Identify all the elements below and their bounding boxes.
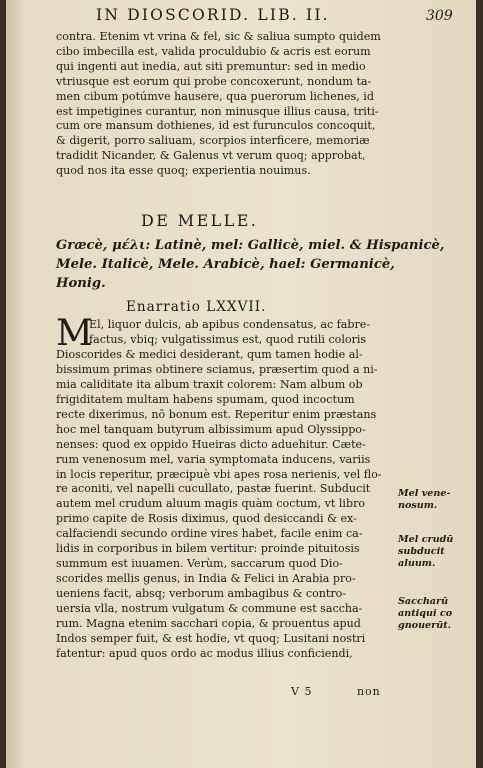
text-line: scorides mellis genus, in India & Felici in Arabia pro- (56, 572, 356, 586)
top-paragraph (56, 30, 396, 179)
margin-note-mel-crudum: Mel crudū subducit aluum. (398, 534, 454, 569)
text-line: contra. Etenim vt vrina & fel, sic & saliua sumpto quidem (56, 30, 381, 43)
names-line: Honig. (56, 276, 106, 291)
text-line: recte dixerimus, nō bonum est. Reperitur enim præstans (56, 407, 377, 421)
text-line: cibo imbecilla est, valida proculdubio & acris est eorum (56, 44, 371, 58)
text-line: bissimum primas obtinere sciamus, præsertim quod a ni- (56, 362, 378, 376)
text-line: factus, vbiq; vulgatissimus est, quod rutili coloris (89, 332, 367, 346)
text-line: re aconiti, vel napelli cucullato, pastæ fuerint. Subducit (56, 482, 371, 496)
signature-mark: V 5 (291, 685, 313, 698)
margin-note-mel-venenosum: Mel vene- nosum. (398, 488, 451, 511)
text-line: calfaciendi secundo ordine vires habet, facile enim ca- (56, 527, 363, 541)
text-line: lidis in corporibus in bilem vertitur: proinde pituitosis (56, 542, 360, 556)
text-line: hoc mel tanquam butyrum albissimum apud Olyssippo- (56, 422, 366, 436)
text-line: Dioscorides & medici desiderant, qum tamen hodie al- (56, 347, 363, 361)
text-line: nenses: quod ex oppido Hueiras dicto aduehitur. Cæte- (56, 437, 366, 451)
text-line: tradidit Nicander, & Galenus vt verum quoq; approbat, (56, 149, 366, 163)
text-line: fatentur: apud quos ordo ac modus illius conficiendi, (56, 646, 353, 660)
text-line: Indos semper fuit, & est hodie, vt quoq; Lusitani nostri (56, 632, 366, 646)
text-line: qui ingenti aut inedia, aut siti premuntur: sed in medio (56, 59, 366, 73)
text-line: rum. Magna etenim sacchari copia, & prouentus apud (56, 617, 361, 631)
text-line: El, liquor dulcis, ab apibus condensatus, ac fabre- (89, 318, 371, 331)
text-line: quod nos ita esse quoq; experientia nouimus. (56, 164, 311, 178)
main-paragraph (56, 313, 401, 662)
names-block (56, 236, 445, 293)
text-line: in locis reperitur, præcipuè vbi apes rosa nerienis, vel flo- (56, 467, 382, 481)
book-page (6, 0, 476, 768)
margin-note-saccharum: Saccharū antiqui co gnouerūt. (398, 596, 453, 631)
text-line: frigiditatem multam habens spumam, quod incoctum (56, 392, 355, 406)
text-line: vtriusque est eorum qui probe concoxerunt, nondum ta- (56, 74, 372, 88)
text-line: mia caliditate ita album traxit colorem: Nam album ob (56, 377, 363, 391)
text-line: ueniens facit, absq; verborum ambagibus & contro- (56, 587, 347, 601)
text-line: uersia vlla, nostrum vulgatum & commune est saccha- (56, 602, 363, 616)
catchword: non (356, 685, 381, 698)
text-line: primo capite de Rosis diximus, quod desiccandi & ex- (56, 512, 357, 526)
enarratio-heading: Enarratio LXXVII. (126, 299, 267, 315)
running-title: IN DIOSCORID. LIB. II. (96, 6, 330, 24)
text-line: men cibum potúmve hausere, qua puerorum lichenes, id (56, 89, 374, 103)
text-line: est impetigines curantur, non minusque illius causa, triti- (56, 104, 379, 118)
page-footer (291, 685, 421, 698)
text-line: autem mel crudum aluum magis quàm coctum, vt libro (56, 497, 366, 511)
text-line: summum est iuuamen. Verùm, saccarum quod Dio- (56, 557, 343, 571)
names-line: Mele. Italicè, Mele. Arabicè, hael: Germanicè, (56, 257, 395, 272)
text-line: rum venenosum mel, varia symptomata inducens, variis (56, 452, 371, 466)
section-title: DE MELLE. (141, 211, 259, 230)
page-number: 309 (426, 8, 453, 24)
names-line: Græcè, μέλι: Latinè, mel: Gallicè, miel. & Hispanicè, (56, 238, 445, 253)
text-line: cum ore mansum dothienes, id est furunculos concoquit, (56, 119, 376, 133)
text-line: & digerit, porro saliuam, scorpios interficere, memoriæ (56, 134, 370, 148)
drop-cap: M (56, 313, 93, 354)
